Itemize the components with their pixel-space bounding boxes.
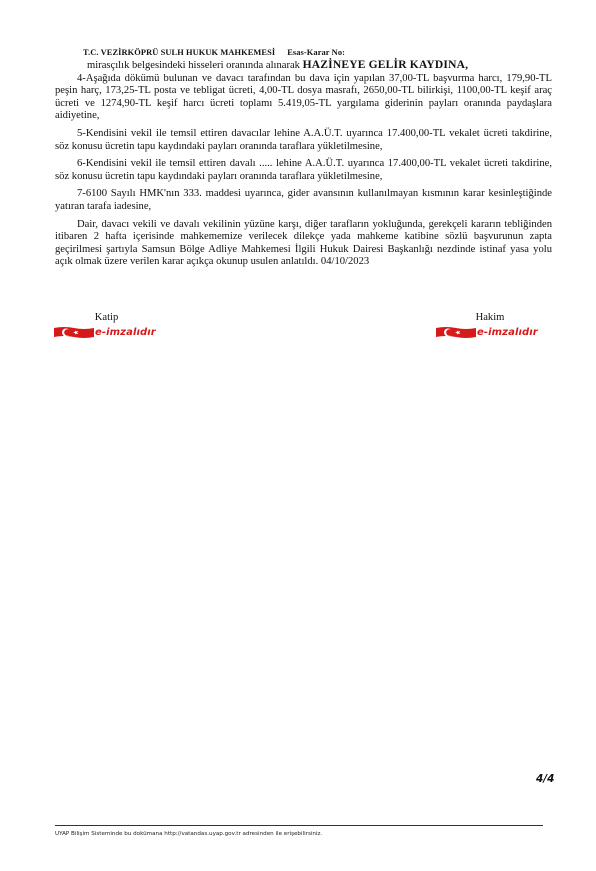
paragraph-costs: 4-Aşağıda dökümü bulunan ve davacı tarafından bu dava için yapılan 37,00-TL başvurma harcı, 179,90-TL peşin harç, 173,25-TL posta ve tebligat ücreti, 4,00-TL dosya masrafı, 2650,00-TL bilirkişi, 1100,00-TL keşif araç ücreti ve 1274,90-TL keşif harcı ücreti toplamı 5.419,05-TL yargılama giderinin payları oranında paydaşlara aidiyetine, xyxy=(55,72,552,122)
clerk-esign-text: e-imzalıdır xyxy=(95,327,156,338)
footer-uyap-note: UYAP Bilişim Sisteminde bu dokümana http://vatandas.uyap.gov.tr adresinden ile erişebilirsiniz. xyxy=(55,831,323,837)
turkish-flag-icon xyxy=(436,326,476,339)
judge-esign-text: e-imzalıdır xyxy=(477,327,538,338)
paragraph-1-text: mirasçılık belgesindeki hisseleri oranında alınarak xyxy=(87,60,303,71)
decision-body xyxy=(55,59,552,274)
clerk-label: Katip xyxy=(94,312,119,323)
paragraph-plaintiff-fee: 5-Kendisini vekil ile temsil ettiren davacılar lehine A.A.Ü.T. uyarınca 17.400,00-TL vekalet ücreti takdirine, söz konusu ücretin tapu kaydındaki payları oranında taraflara yükletilmesine, xyxy=(55,127,552,152)
paragraph-appeal-notice: Dair, davacı vekili ve davalı vekilinin yüzüne karşı, diğer tarafların yokluğunda, gerekçeli kararın tebliğinden itibaren 2 hafta içerisinde mahkememize verilecek dilekçe yada mahkeme katibine sözlü başvurunun zapta geçirilmesi şartıyla Samsun Bölge Adliye Mahkemesi İlgili Hukuk Dairesi Başkanlığı nezdinde istinaf yasa yolu açık olmak üzere verilen karar açıkça okunup usulen anlatıldı. 04/10/2023 xyxy=(55,218,552,268)
judge-label: Hakim xyxy=(475,312,505,323)
judge-esign xyxy=(436,326,544,339)
paragraph-1 xyxy=(55,59,552,73)
treasury-income-heading: HAZİNEYE GELİR KAYDINA, xyxy=(302,59,469,71)
clerk-esign xyxy=(54,326,159,339)
clerk-signature-block xyxy=(54,312,159,339)
footer-divider xyxy=(55,825,543,826)
paragraph-advance-refund: 7-6100 Sayılı HMK'nın 333. maddesi uyarınca, gider avansının kullanılmayan kısmının karar kesinleştiğinde yatıran tarafa iadesine, xyxy=(55,188,552,212)
turkish-flag-icon xyxy=(54,326,94,339)
paragraph-defendant-fee: 6-Kendisini vekil ile temsil ettiren davalı ..... lehine A.A.Ü.T. uyarınca 17.400,00-TL vekalet ücreti takdirine, söz konusu ücretin tapu kaydındaki payları oranında taraflara yükletilmesine, xyxy=(55,158,552,182)
case-number-label: Esas-Karar No: xyxy=(287,48,345,57)
court-name: T.C. VEZİRKÖPRÜ SULH HUKUK MAHKEMESİ xyxy=(83,48,276,57)
judge-signature-block xyxy=(436,312,544,339)
document-header xyxy=(83,48,345,57)
page-number: 4/4 xyxy=(536,773,555,785)
